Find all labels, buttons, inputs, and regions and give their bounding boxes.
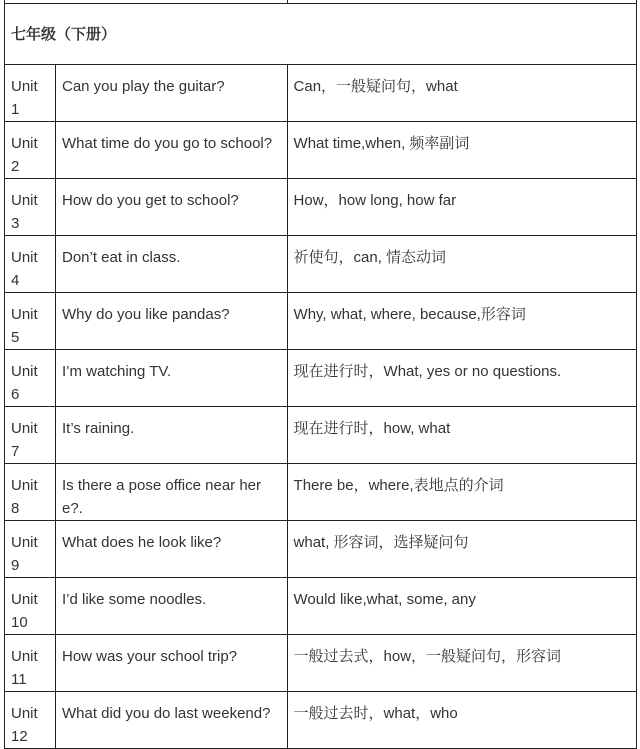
title-cell: Why do you like pandas? [55, 293, 287, 350]
points-cell: 一般过去式，how，一般疑问句，形容词 [287, 635, 636, 692]
section-heading-row [5, 4, 637, 65]
table-row [5, 293, 637, 350]
table-row [5, 350, 637, 407]
title-cell: Is there a pose office near here?. [55, 464, 287, 521]
table-row [5, 407, 637, 464]
unit-cell: Unit 9 [5, 521, 56, 578]
points-cell: How，how long, how far [287, 179, 636, 236]
table-row [5, 122, 637, 179]
points-cell: what, 形容词，选择疑问句 [287, 521, 636, 578]
points-cell: Can，一般疑问句，what [287, 65, 636, 122]
points-cell: 现在进行时，What, yes or no questions. [287, 350, 636, 407]
table-row [5, 635, 637, 692]
table-row [5, 692, 637, 749]
unit-cell: Unit 11 [5, 635, 56, 692]
table-row [5, 464, 637, 521]
unit-cell: Unit 6 [5, 350, 56, 407]
table-row [5, 521, 637, 578]
points-cell: There be，where,表地点的介词 [287, 464, 636, 521]
points-cell: What time,when, 频率副词 [287, 122, 636, 179]
title-cell: What time do you go to school? [55, 122, 287, 179]
points-cell: 祈使句，can, 情态动词 [287, 236, 636, 293]
title-cell: How do you get to school? [55, 179, 287, 236]
table-row [5, 179, 637, 236]
points-cell: Why, what, where, because,形容词 [287, 293, 636, 350]
unit-cell: Unit 10 [5, 578, 56, 635]
unit-cell: Unit 2 [5, 122, 56, 179]
section-title [5, 4, 637, 65]
title-cell: What did you do last weekend? [55, 692, 287, 749]
table-row [5, 236, 637, 293]
table-row [5, 65, 637, 122]
syllabus-table [4, 0, 637, 749]
points-cell: 一般过去时，what，who [287, 692, 636, 749]
points-cell: 现在进行时，how, what [287, 407, 636, 464]
title-cell: It’s raining. [55, 407, 287, 464]
unit-cell: Unit 5 [5, 293, 56, 350]
unit-cell: Unit 1 [5, 65, 56, 122]
title-cell: How was your school trip? [55, 635, 287, 692]
unit-cell: Unit 4 [5, 236, 56, 293]
title-cell: Don’t eat in class. [55, 236, 287, 293]
points-cell: Would like,what, some, any [287, 578, 636, 635]
table-row [5, 578, 637, 635]
title-cell: What does he look like? [55, 521, 287, 578]
title-cell: Can you play the guitar? [55, 65, 287, 122]
unit-cell: Unit 12 [5, 692, 56, 749]
title-cell: I’m watching TV. [55, 350, 287, 407]
title-cell: I’d like some noodles. [55, 578, 287, 635]
section-title-text: 七年级（下册） [11, 25, 117, 43]
unit-cell: Unit 8 [5, 464, 56, 521]
unit-cell: Unit 3 [5, 179, 56, 236]
unit-cell: Unit 7 [5, 407, 56, 464]
